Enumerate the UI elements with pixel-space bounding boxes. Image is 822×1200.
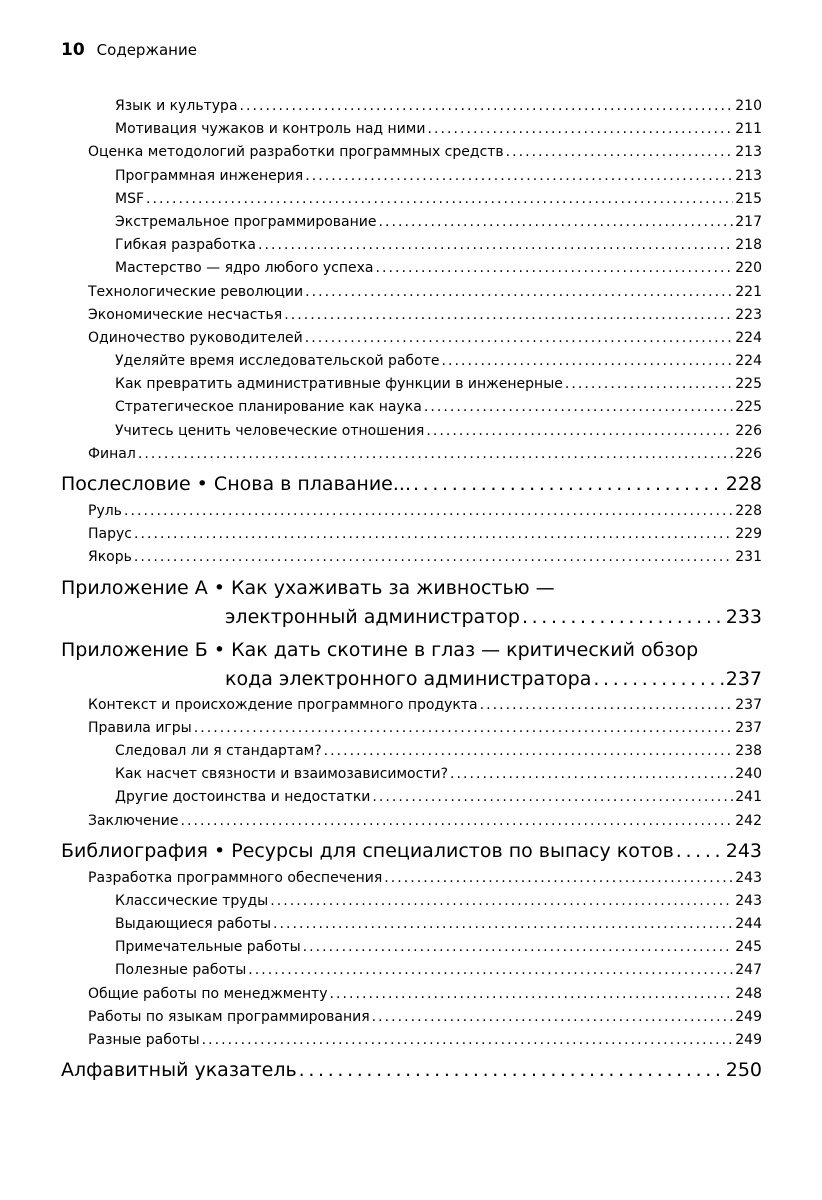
toc-entry[interactable]: Стратегическое планирование как наука . . . 225: [61, 399, 762, 422]
toc-part-entry[interactable]: Библиография • Ресурсы для специалистов по выпасу котов . . . 243: [61, 840, 762, 870]
toc-entry[interactable]: Одиночество руководителей . . . 224: [61, 330, 762, 353]
toc-entry[interactable]: Парус . . . 229: [61, 526, 762, 549]
toc-entry[interactable]: Другие достоинства и недостатки . . . 241: [61, 789, 762, 812]
page-number: 10: [61, 40, 85, 60]
toc-entry[interactable]: Оценка методологий разработки программных средств . . . 213: [61, 144, 762, 167]
toc-part-entry-continuation[interactable]: кода электронного администратора . . . 237: [61, 668, 762, 697]
toc-entry[interactable]: Следовал ли я стандартам? . . . 238: [61, 743, 762, 766]
toc-entry[interactable]: Экстремальное программирование . . . 217: [61, 214, 762, 237]
toc-entry[interactable]: Примечательные работы . . . 245: [61, 939, 762, 962]
table-of-contents: [61, 98, 762, 1089]
toc-entry[interactable]: Выдающиеся работы . . . 244: [61, 916, 762, 939]
toc-entry[interactable]: Уделяйте время исследовательской работе . . . 224: [61, 353, 762, 376]
toc-entry[interactable]: Разные работы . . . 249: [61, 1032, 762, 1055]
toc-entry[interactable]: Контекст и происхождение программного продукта . . . 237: [61, 697, 762, 720]
toc-part-entry-continuation[interactable]: электронный администратор . . . 233: [61, 606, 762, 635]
toc-entry[interactable]: Заключение . . . 242: [61, 813, 762, 836]
toc-part-entry[interactable]: Приложение А • Как ухаживать за живностью —: [61, 576, 555, 599]
toc-entry[interactable]: Разработка программного обеспечения . . . 243: [61, 870, 762, 893]
toc-part-entry[interactable]: Алфавитный указатель . . . 250: [61, 1059, 762, 1089]
toc-entry[interactable]: Якорь . . . 231: [61, 549, 762, 572]
toc-entry[interactable]: Гибкая разработка . . . 218: [61, 237, 762, 260]
toc-entry[interactable]: Технологические революции . . . 221: [61, 284, 762, 307]
toc-part-entry[interactable]: Приложение Б • Как дать скотине в глаз — критический обзор: [61, 638, 699, 661]
toc-entry[interactable]: Программная инженерия . . . 213: [61, 168, 762, 191]
toc-entry[interactable]: Как превратить административные функции в инженерные . . . 225: [61, 376, 762, 399]
page-header: [61, 40, 197, 70]
toc-entry[interactable]: Правила игры . . . 237: [61, 720, 762, 743]
toc-entry[interactable]: Работы по языкам программирования . . . 249: [61, 1009, 762, 1032]
toc-entry[interactable]: Финал . . . 226: [61, 446, 762, 469]
toc-entry[interactable]: Общие работы по менеджменту . . . 248: [61, 986, 762, 1009]
toc-entry[interactable]: Учитесь ценить человеческие отношения . . . 226: [61, 423, 762, 446]
toc-entry[interactable]: Руль . . . 228: [61, 503, 762, 526]
toc-part-entry[interactable]: Послесловие • Снова в плавание... . . . 228: [61, 473, 762, 503]
running-title: Содержание: [96, 41, 197, 59]
toc-entry[interactable]: Классические труды . . . 243: [61, 893, 762, 916]
toc-entry[interactable]: Язык и культура . . . 210: [61, 98, 762, 121]
toc-entry[interactable]: Мотивация чужаков и контроль над ними . . . 211: [61, 121, 762, 144]
toc-entry[interactable]: Экономические несчастья . . . 223: [61, 307, 762, 330]
toc-entry[interactable]: Полезные работы . . . 247: [61, 962, 762, 985]
toc-entry[interactable]: MSF . . . 215: [61, 191, 762, 214]
toc-entry[interactable]: Как насчет связности и взаимозависимости? . . . 240: [61, 766, 762, 789]
toc-entry[interactable]: Мастерство — ядро любого успеха . . . 220: [61, 260, 762, 283]
